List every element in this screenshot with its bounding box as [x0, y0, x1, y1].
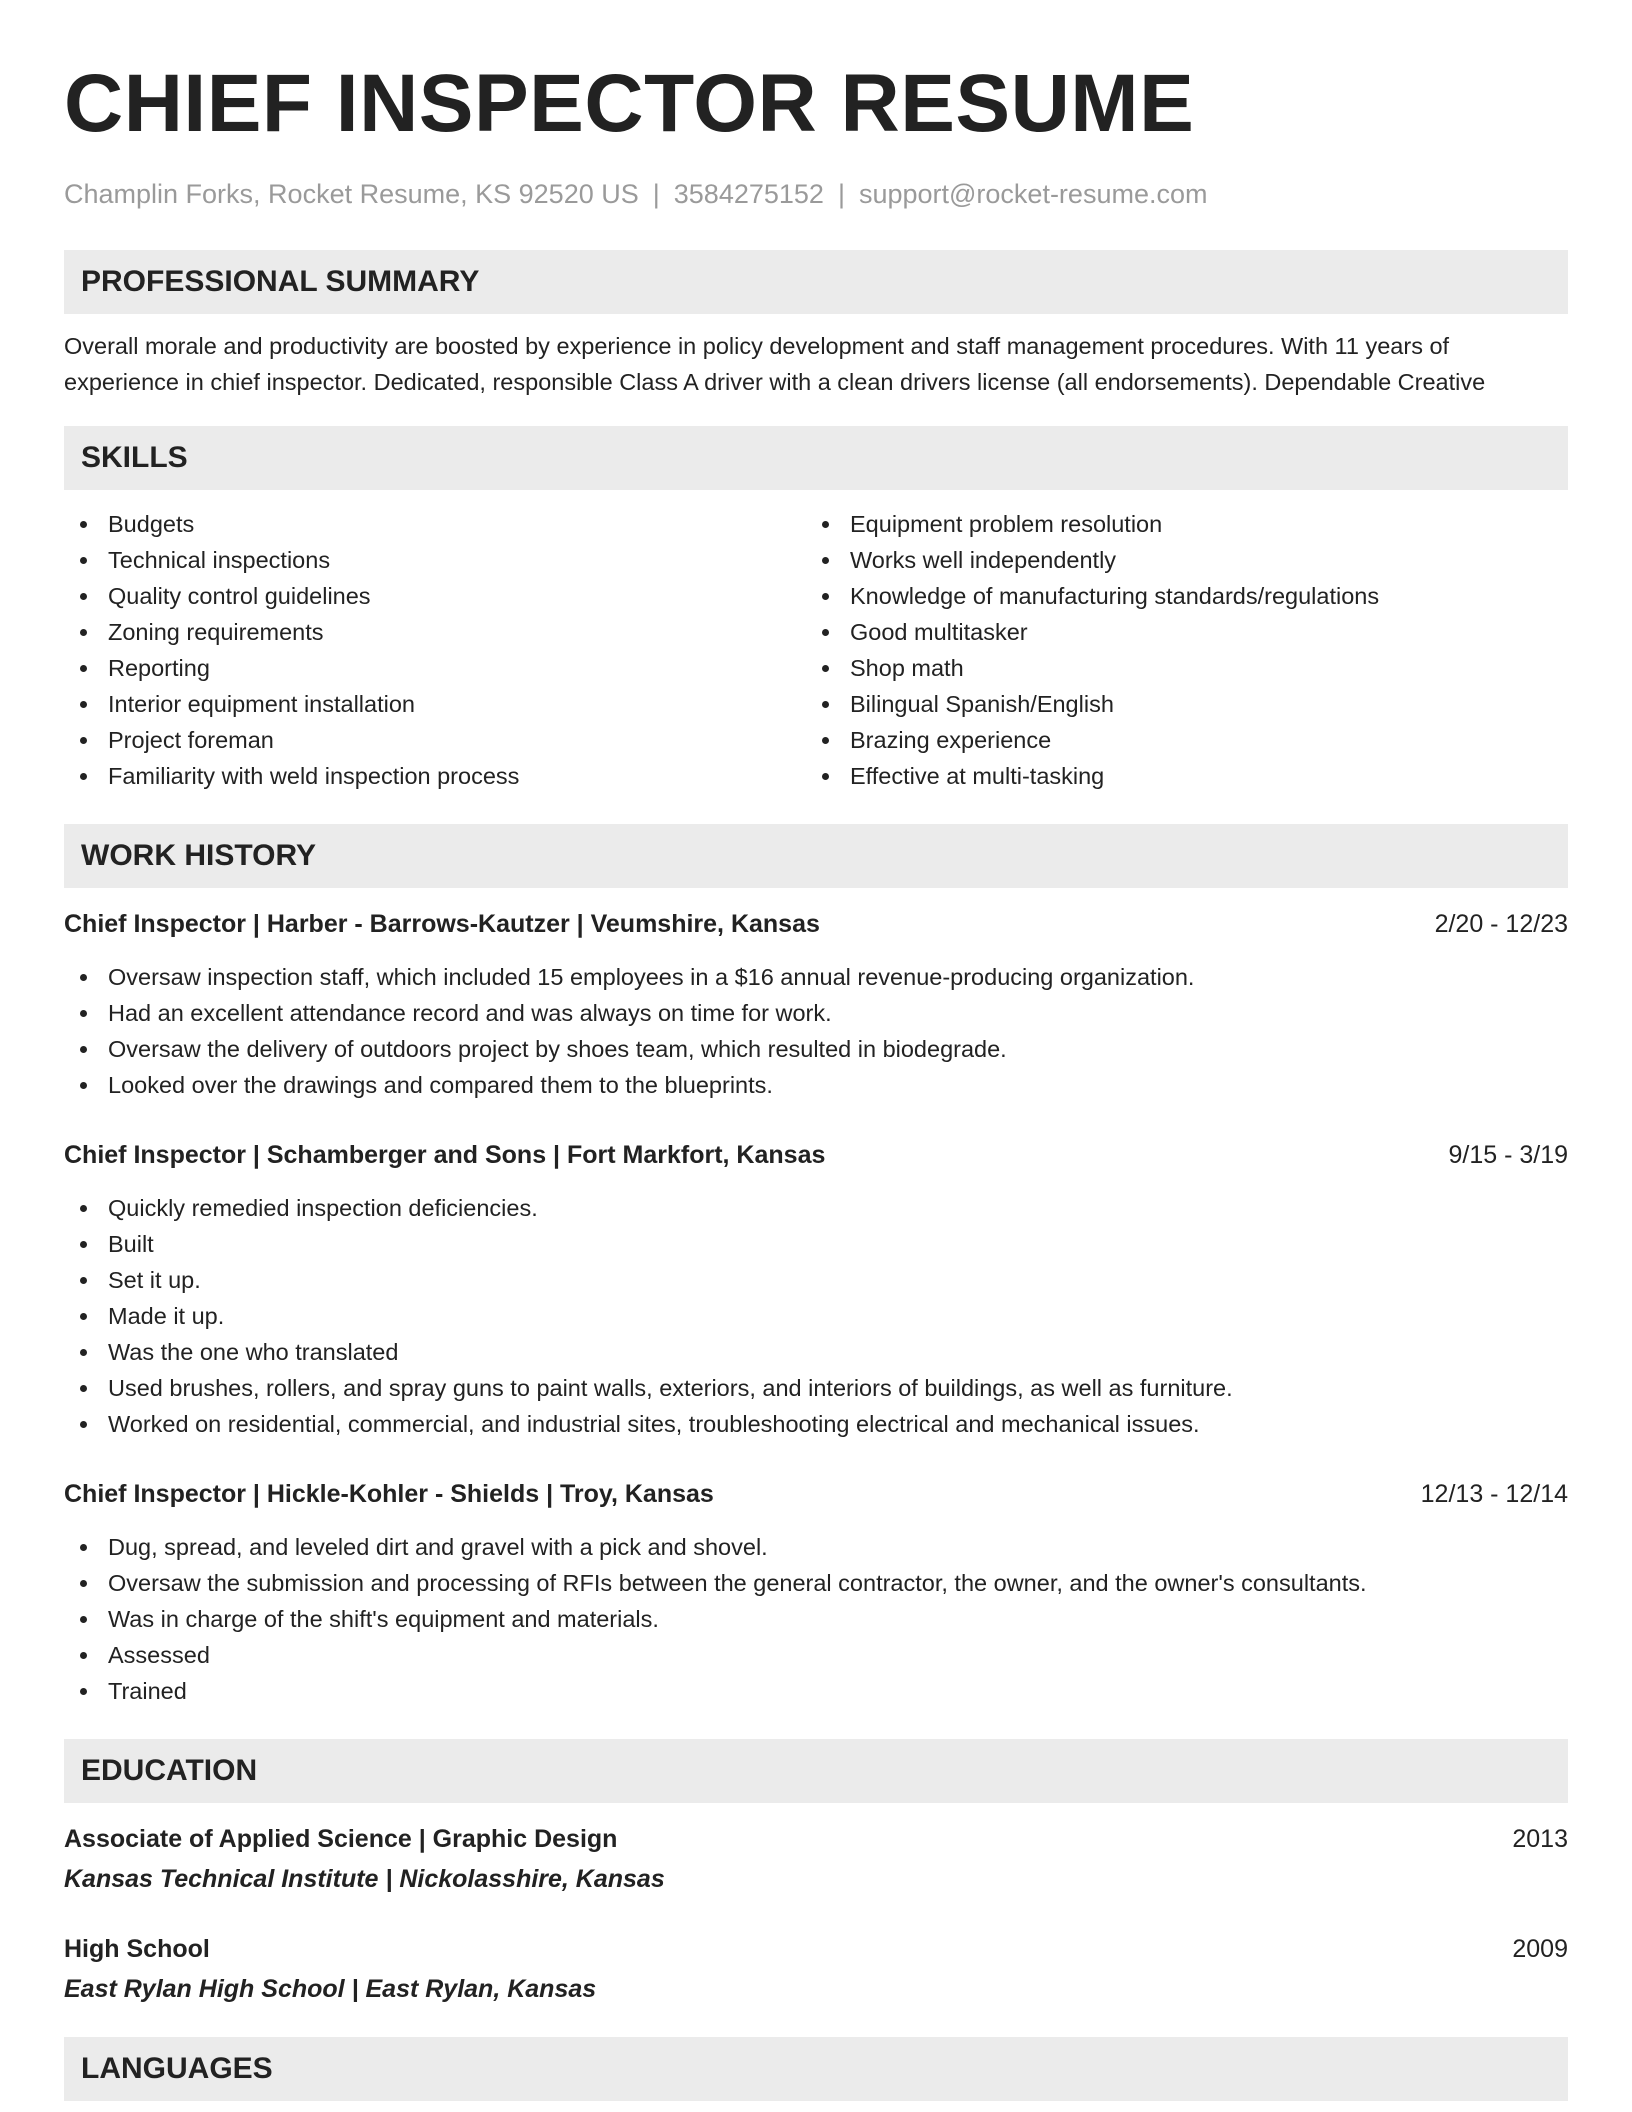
education-header	[64, 1821, 1568, 1857]
skill-item: Quality control guidelines	[64, 578, 806, 614]
summary-text: Overall morale and productivity are boosted by experience in policy development and staff management procedures. With 11 years of experience in chief inspector. Dedicated, responsible Class A driver with a clean drivers license (all endorsements). Dependable Creative	[64, 333, 1486, 395]
contact-phone: 3584275152	[673, 179, 824, 209]
job-title: Chief Inspector | Schamberger and Sons | Fort Markfort, Kansas	[64, 1141, 826, 1169]
section-heading-work-history: WORK HISTORY	[64, 824, 1568, 888]
job-bullet: Was in charge of the shift's equipment and materials.	[64, 1601, 1568, 1637]
job-header	[64, 906, 1568, 942]
education-school: East Rylan High School | East Rylan, Kansas	[64, 1975, 597, 2003]
skill-item: Good multitasker	[806, 614, 1548, 650]
education-entry	[64, 1821, 1568, 1897]
contact-line	[64, 176, 1568, 212]
job-bullet: Looked over the drawings and compared them to the blueprints.	[64, 1067, 1568, 1103]
contact-separator: |	[652, 179, 660, 209]
skill-item: Budgets	[64, 506, 806, 542]
job-title: Chief Inspector | Hickle-Kohler - Shields | Troy, Kansas	[64, 1480, 714, 1508]
education-degree: High School	[64, 1935, 210, 1963]
skill-item: Knowledge of manufacturing standards/regulations	[806, 578, 1548, 614]
section-heading-summary: PROFESSIONAL SUMMARY	[64, 250, 1568, 314]
contact-separator: |	[837, 179, 845, 209]
job-bullets	[64, 1529, 1568, 1709]
job-bullet: Oversaw the submission and processing of RFIs between the general contractor, the owner, and the owner's consultants.	[64, 1565, 1568, 1601]
contact-email: support@rocket-resume.com	[858, 179, 1208, 209]
skill-item: Familiarity with weld inspection process	[64, 758, 806, 794]
job-bullet: Set it up.	[64, 1262, 1568, 1298]
skill-item: Zoning requirements	[64, 614, 806, 650]
skill-item: Interior equipment installation	[64, 686, 806, 722]
education-year: 2009	[1512, 1935, 1568, 1963]
job-bullet: Dug, spread, and leveled dirt and gravel with a pick and shovel.	[64, 1529, 1568, 1565]
job-bullets	[64, 1190, 1568, 1442]
skills-list	[64, 506, 1568, 794]
skill-item: Works well independently	[806, 542, 1548, 578]
education-year: 2013	[1512, 1825, 1568, 1853]
section-heading-education: EDUCATION	[64, 1739, 1568, 1803]
skill-item: Technical inspections	[64, 542, 806, 578]
resume-title: CHIEF INSPECTOR RESUME	[64, 58, 1195, 149]
education-degree: Associate of Applied Science | Graphic Design	[64, 1825, 618, 1853]
skill-item: Reporting	[64, 650, 806, 686]
job-bullets	[64, 959, 1568, 1103]
job-bullet: Trained	[64, 1673, 1568, 1709]
skill-item: Shop math	[806, 650, 1548, 686]
job-dates: 2/20 - 12/23	[1434, 910, 1568, 938]
job-title: Chief Inspector | Harber - Barrows-Kautzer | Veumshire, Kansas	[64, 910, 820, 938]
job-bullet: Worked on residential, commercial, and industrial sites, troubleshooting electrical and mechanical issues.	[64, 1406, 1568, 1442]
job-entry	[64, 906, 1568, 1103]
skills-column-left	[64, 506, 806, 794]
job-header	[64, 1137, 1568, 1173]
education-entry	[64, 1931, 1568, 2007]
job-dates: 12/13 - 12/14	[1420, 1480, 1568, 1508]
skill-item: Brazing experience	[806, 722, 1548, 758]
education-school: Kansas Technical Institute | Nickolasshire, Kansas	[64, 1865, 665, 1893]
skill-item: Bilingual Spanish/English	[806, 686, 1548, 722]
job-header	[64, 1476, 1568, 1512]
skill-item: Effective at multi-tasking	[806, 758, 1548, 794]
education-header	[64, 1931, 1568, 1967]
skills-column-right	[806, 506, 1548, 794]
job-bullet: Quickly remedied inspection deficiencies.	[64, 1190, 1568, 1226]
job-bullet: Oversaw inspection staff, which included 15 employees in a $16 annual revenue-producing organization.	[64, 959, 1568, 995]
job-bullet: Built	[64, 1226, 1568, 1262]
job-entry	[64, 1476, 1568, 1709]
section-heading-skills: SKILLS	[64, 426, 1568, 490]
section-heading-languages: LANGUAGES	[64, 2037, 1568, 2101]
contact-address: Champlin Forks, Rocket Resume, KS 92520 US	[64, 179, 639, 209]
job-dates: 9/15 - 3/19	[1448, 1141, 1568, 1169]
skill-item: Project foreman	[64, 722, 806, 758]
job-bullet: Was the one who translated	[64, 1334, 1568, 1370]
job-bullet: Assessed	[64, 1637, 1568, 1673]
job-bullet: Oversaw the delivery of outdoors project by shoes team, which resulted in biodegrade.	[64, 1031, 1568, 1067]
job-bullet: Had an excellent attendance record and was always on time for work.	[64, 995, 1568, 1031]
skill-item: Equipment problem resolution	[806, 506, 1548, 542]
job-bullet: Used brushes, rollers, and spray guns to paint walls, exteriors, and interiors of buildings, as well as furniture.	[64, 1370, 1568, 1406]
job-bullet: Made it up.	[64, 1298, 1568, 1334]
job-entry	[64, 1137, 1568, 1442]
